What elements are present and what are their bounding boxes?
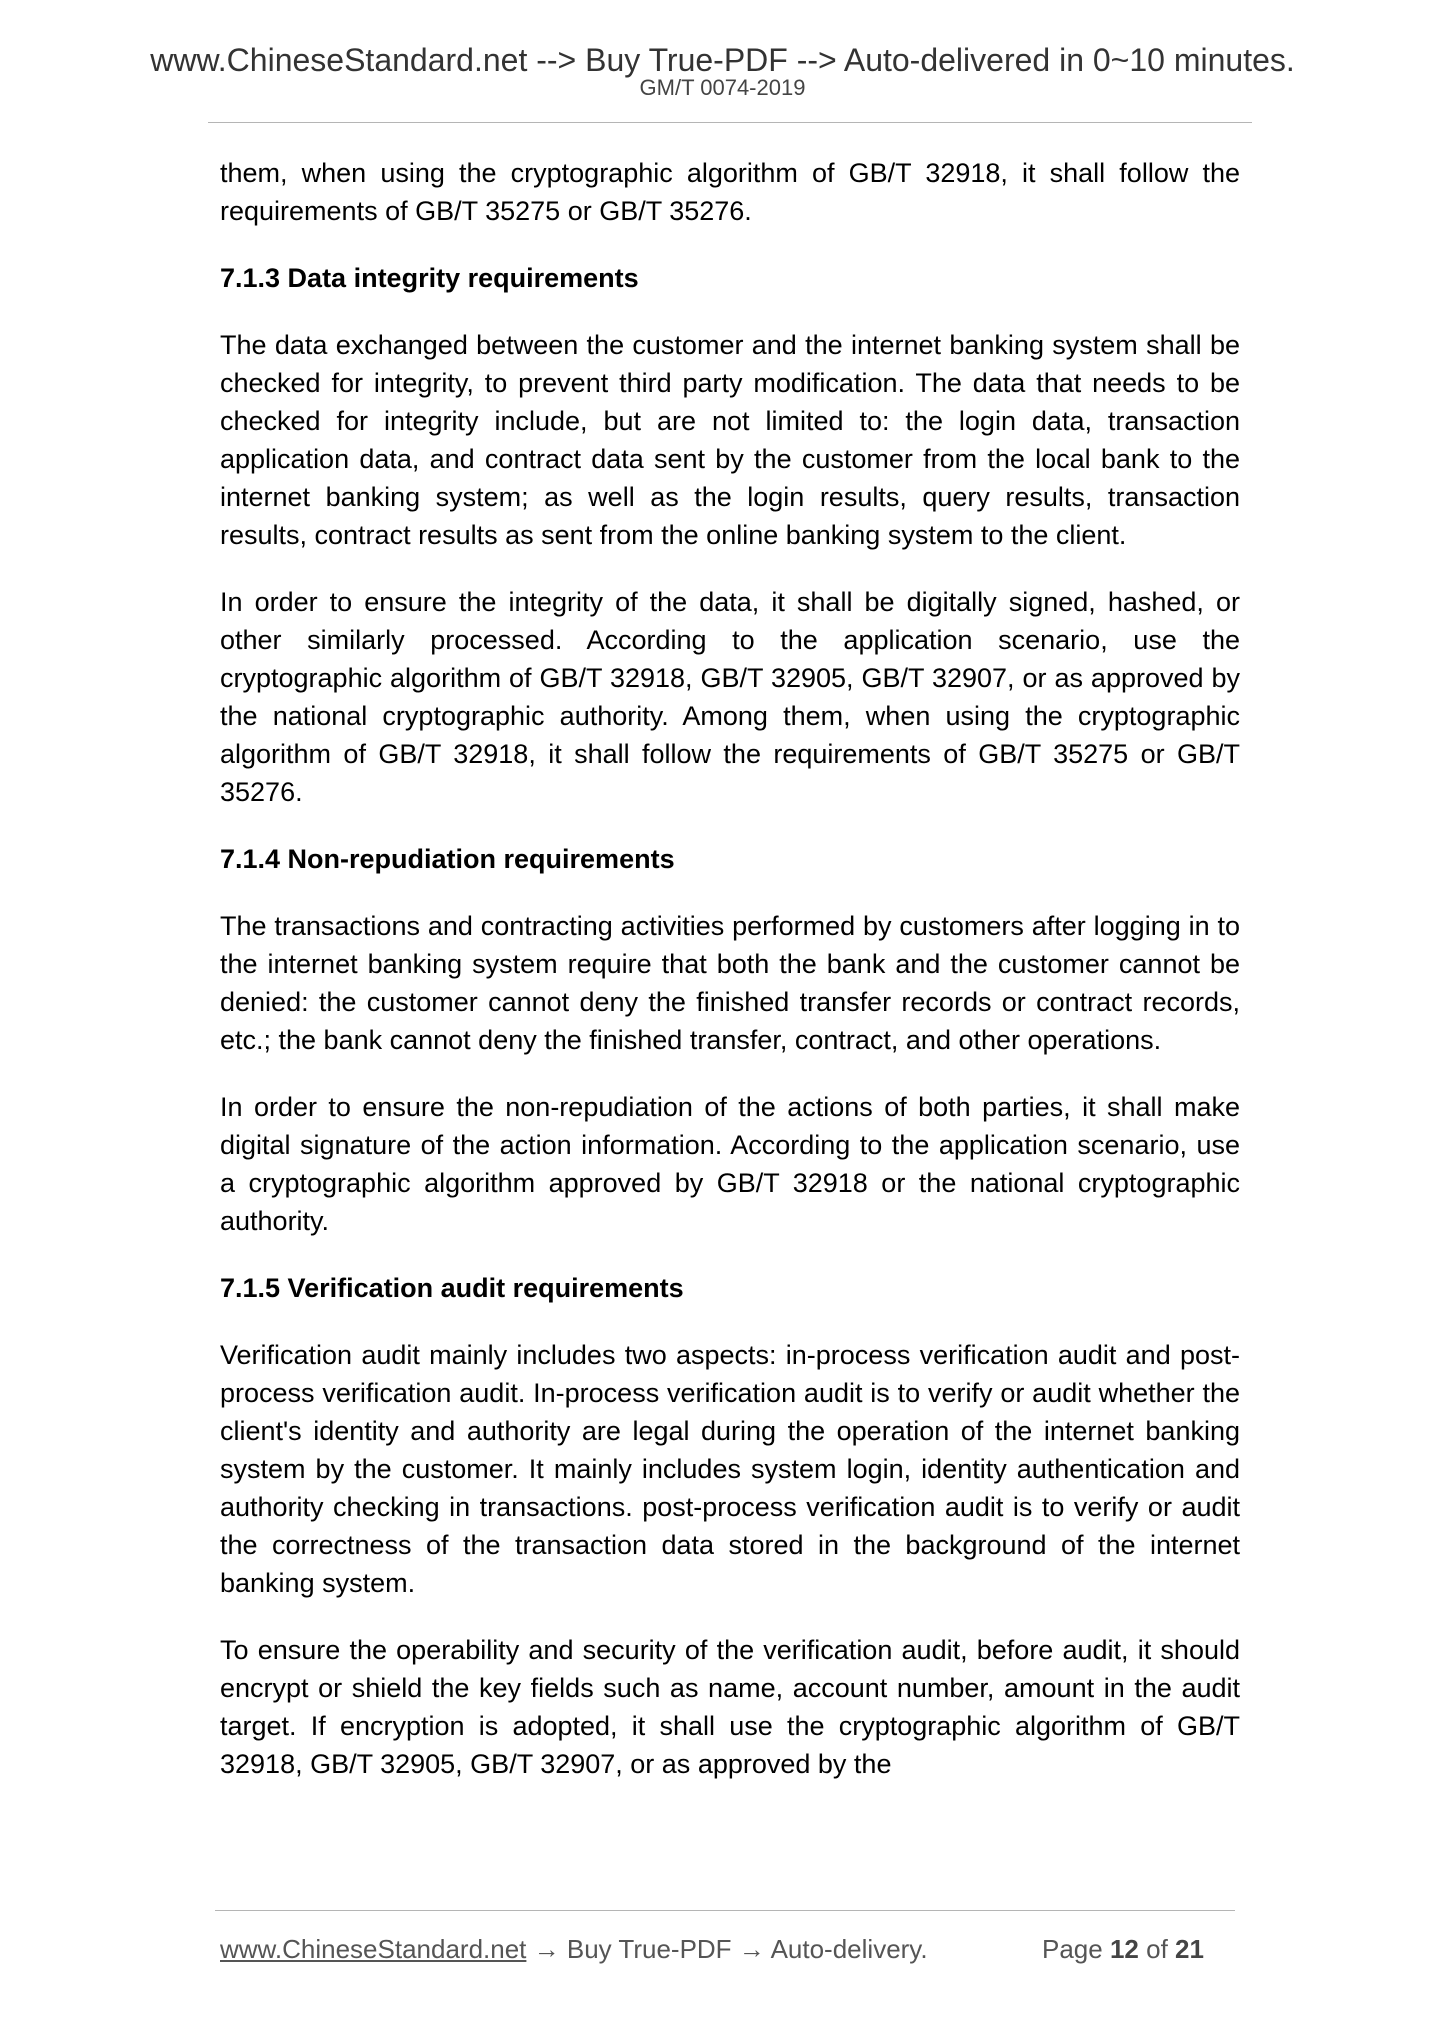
- header-divider: [208, 122, 1252, 123]
- paragraph-non-repudiation-methods: In order to ensure the non-repudiation of the actions of both parties, it shall make digital signature of the action information. According to the application scenario, use a cryptographic algorithm approved by GB/T 32918 or the national cryptographic authority.: [220, 1092, 1240, 1236]
- page-indicator: [1042, 1932, 1204, 1966]
- document-code: GM/T 0074-2019: [639, 75, 806, 100]
- footer-tagline: [220, 1932, 928, 1966]
- footer-site-link[interactable]: www.ChineseStandard.net: [220, 1934, 527, 1964]
- page-label: Page: [1042, 1934, 1103, 1964]
- paragraph-verification-audit-security: To ensure the operability and security of the verification audit, before audit, it should encrypt or shield the key fields such as name, account number, amount in the audit target. If encryption is adopted, it shall use the cryptographic algorithm of GB/T 32918, GB/T 32905, GB/T 32907, or as approved by the: [220, 1635, 1240, 1779]
- page-of-label: of: [1146, 1934, 1168, 1964]
- document-body: [220, 154, 1240, 1812]
- paragraph-verification-audit-scope: Verification audit mainly includes two aspects: in-process verification audit and post-process verification audit. In-process verification audit is to verify or audit whether the client's identity and authority are legal during the operation of the internet banking system by the customer. It mainly includes system login, identity authentication and authority checking in transactions. post-process verification audit is to verify or audit the correctness of the transaction data stored in the background of the internet banking system.: [220, 1340, 1240, 1598]
- footer-tagline-text: → Buy True-PDF → Auto-delivery.: [526, 1934, 928, 1964]
- site-banner: www.ChineseStandard.net --> Buy True-PDF --> Auto-delivered in 0~10 minutes.: [150, 42, 1295, 78]
- page-total: 21: [1175, 1934, 1204, 1964]
- section-heading-7-1-5: 7.1.5 Verification audit requirements: [220, 1273, 684, 1303]
- section-heading-7-1-3: 7.1.3 Data integrity requirements: [220, 263, 639, 293]
- paragraph-non-repudiation-scope: The transactions and contracting activities performed by customers after logging in to the internet banking system require that both the bank and the customer cannot be denied: the customer cannot deny the finished transfer records or contract records, etc.; the bank cannot deny the finished transfer, contract, and other operations.: [220, 911, 1240, 1055]
- paragraph-data-integrity-methods: In order to ensure the integrity of the data, it shall be digitally signed, hashed, or other similarly processed. According to the application scenario, use the cryptographic algorithm of GB/T 32918, GB/T 32905, GB/T 32907, or as approved by the national cryptographic authority. Among them, when using the cryptographic algorithm of GB/T 32918, it shall follow the requirements of GB/T 35275 or GB/T 35276.: [220, 587, 1240, 807]
- paragraph-continuation: them, when using the cryptographic algorithm of GB/T 32918, it shall follow the requirements of GB/T 35275 or GB/T 35276.: [220, 158, 1240, 226]
- page-current: 12: [1109, 1934, 1139, 1964]
- section-heading-7-1-4: 7.1.4 Non-repudiation requirements: [220, 844, 675, 874]
- paragraph-data-integrity-scope: The data exchanged between the customer and the internet banking system shall be checked for integrity, to prevent third party modification. The data that needs to be checked for integrity include, but are not limited to: the login data, transaction application data, and contract data sent by the customer from the local bank to the internet banking system; as well as the login results, query results, transaction results, contract results as sent from the online banking system to the client.: [220, 330, 1240, 550]
- footer-divider: [215, 1910, 1235, 1911]
